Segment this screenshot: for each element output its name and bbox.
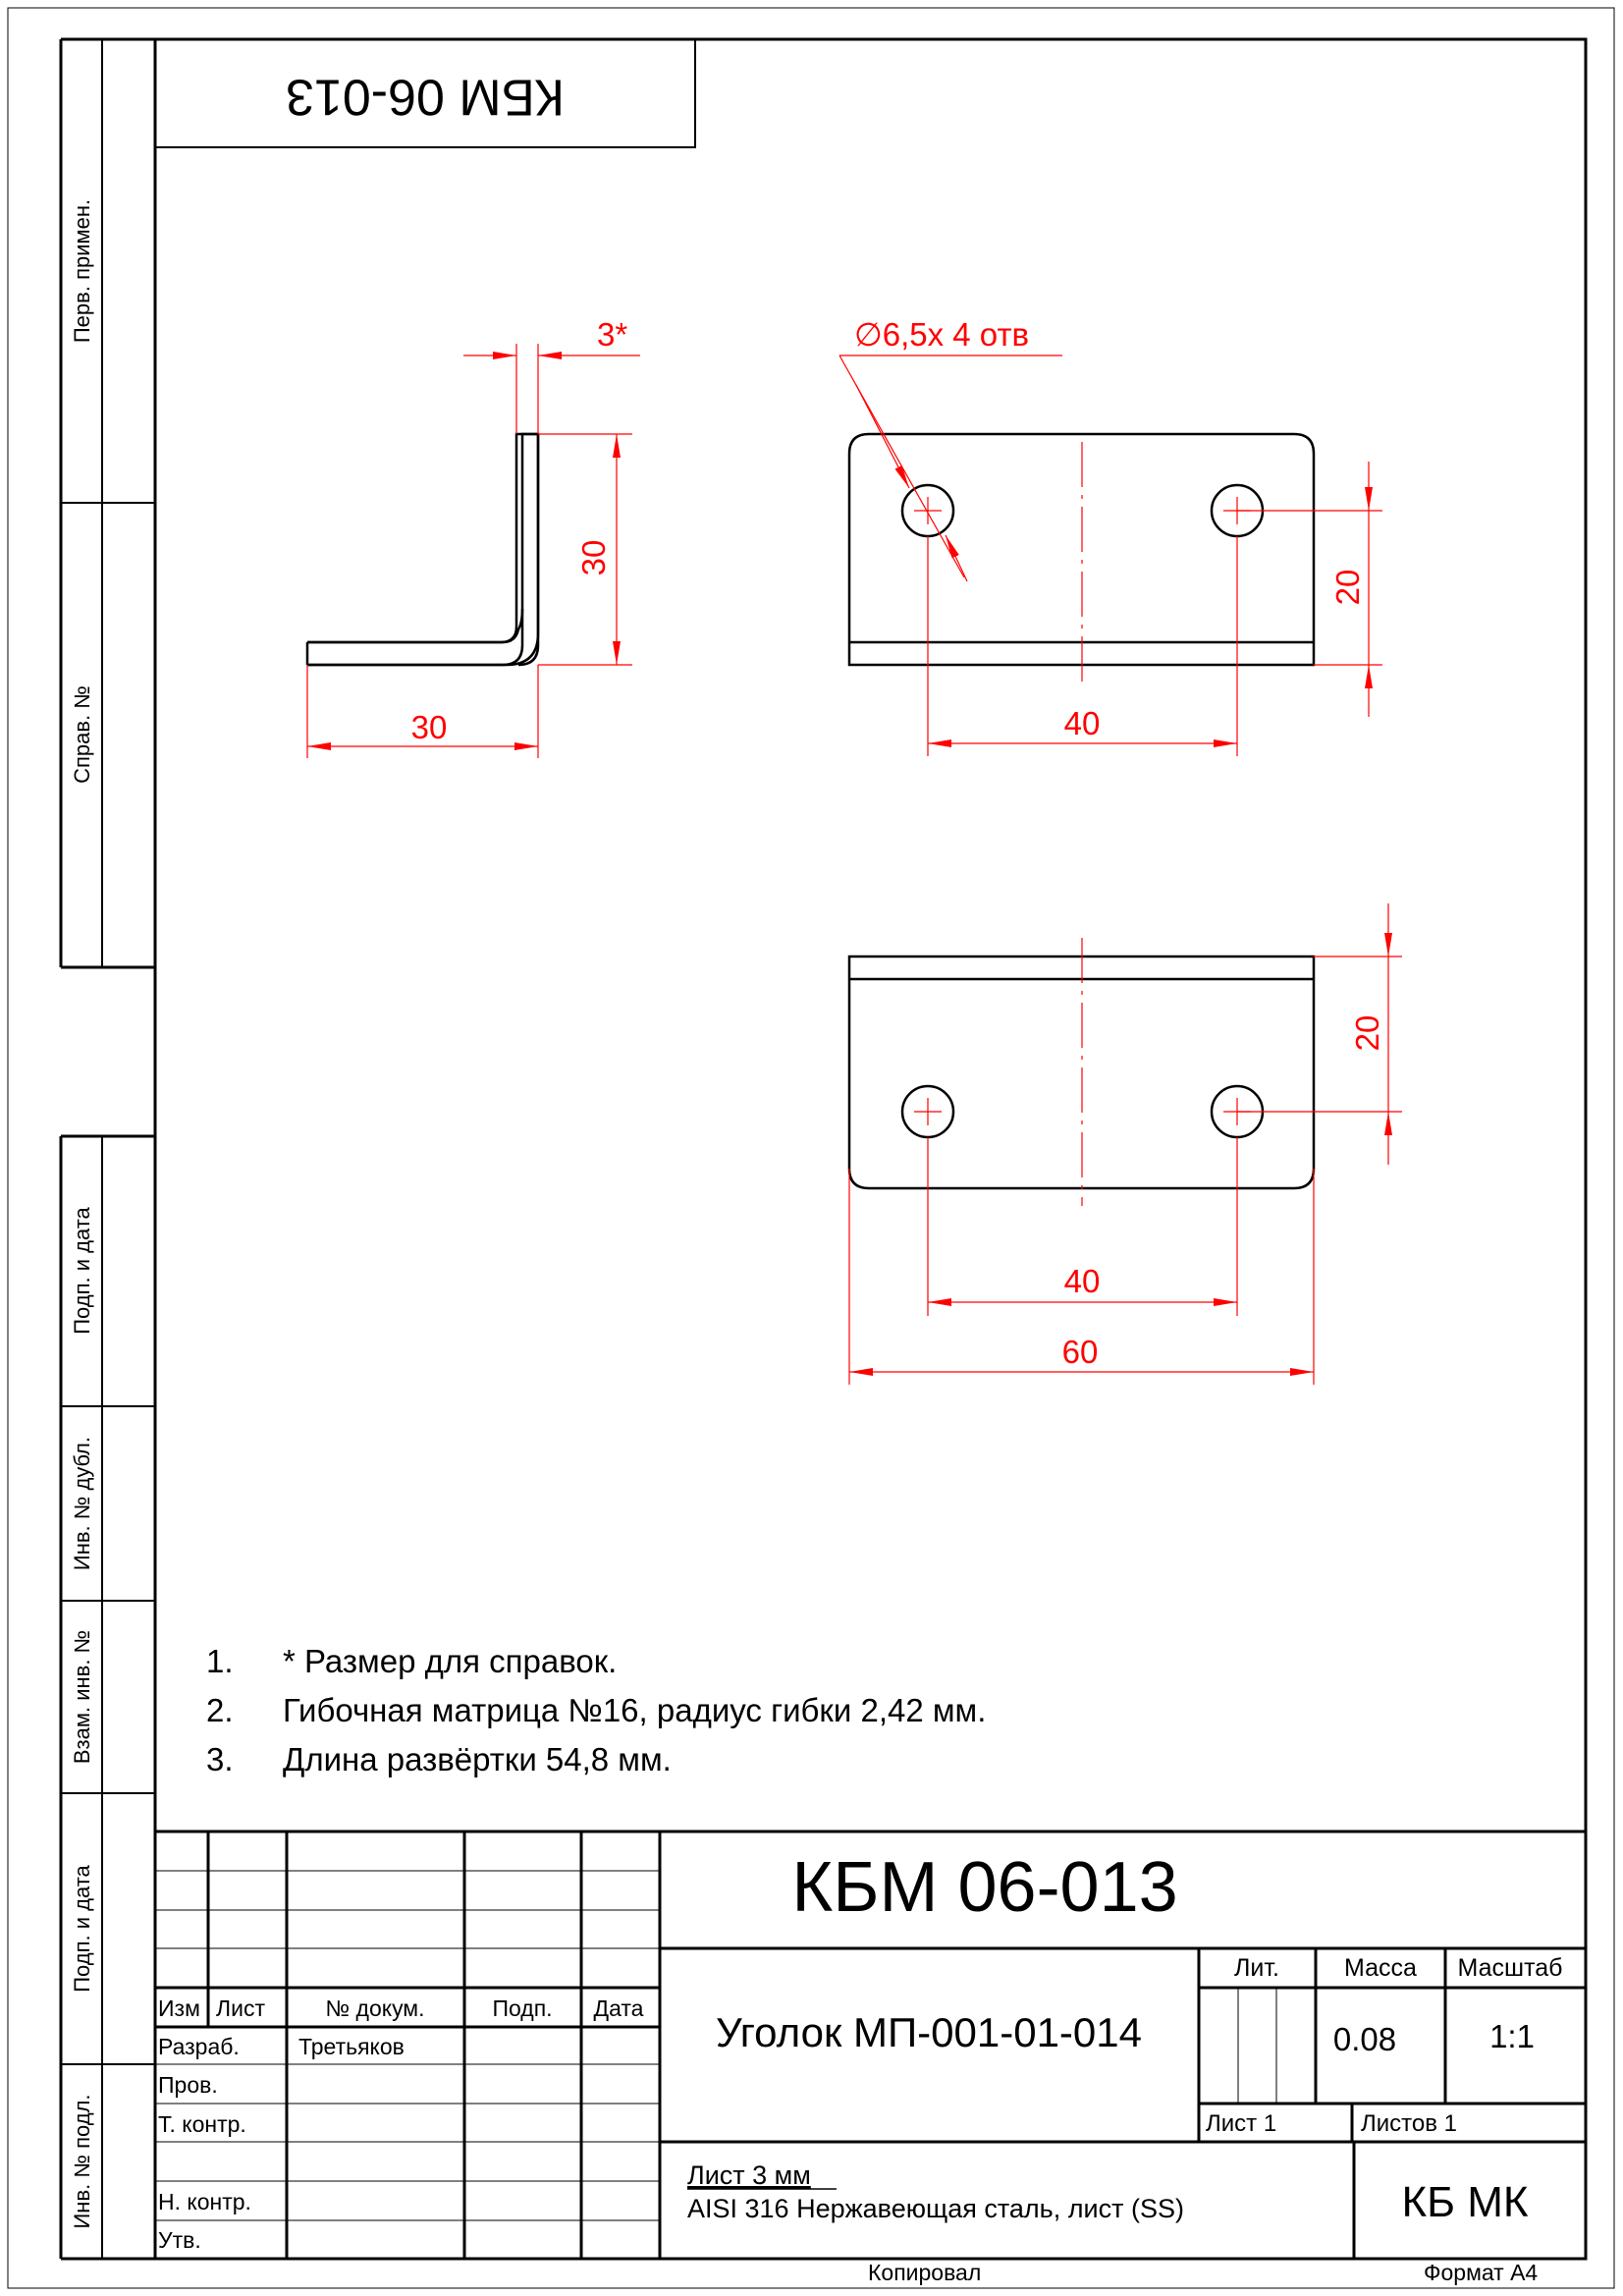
sheet-label: Лист 1 — [1206, 2110, 1277, 2137]
masshtab-label: Масштаб — [1457, 1954, 1563, 1982]
dim-bottom-spacing: 40 — [1063, 1263, 1101, 1299]
side-view-dimensions — [307, 316, 640, 758]
note-1-text: * Размер для справок. — [283, 1643, 618, 1679]
massa-label: Масса — [1344, 1954, 1417, 1982]
side-stamp — [61, 39, 155, 2259]
hdr-podp: Подп. — [492, 1995, 553, 2021]
note-1-number: 1. — [206, 1643, 234, 1679]
row-razrab-name: Третьяков — [298, 2034, 405, 2059]
row-nkontr-label: Н. контр. — [158, 2189, 251, 2214]
hdr-list: Лист — [216, 1995, 265, 2021]
row-utv-label: Утв. — [158, 2227, 201, 2253]
dim-side-height: 30 — [575, 539, 612, 576]
row-razrab-label: Разраб. — [158, 2034, 240, 2059]
side-label-inv-dubl: Инв. № дубл. — [70, 1436, 94, 1571]
note-2-text: Гибочная матрица №16, радиус гибки 2,42 мм. — [283, 1692, 987, 1728]
designation-box-rotated — [155, 39, 695, 147]
side-label-sprav-no: Справ. № — [70, 685, 94, 784]
title-block — [155, 1831, 1586, 2259]
sheets-label: Листов 1 — [1361, 2110, 1457, 2137]
dim-bottom-height: 20 — [1349, 1014, 1385, 1052]
hdr-data: Дата — [593, 1995, 644, 2021]
side-view — [307, 434, 538, 665]
row-tkontr-label: Т. контр. — [158, 2111, 246, 2137]
note-3-number: 3. — [206, 1741, 234, 1777]
sheet-frame — [8, 8, 1614, 2288]
material-line1: Лист 3 мм — [687, 2160, 811, 2190]
title-designation: КБМ 06-013 — [791, 1848, 1178, 1927]
side-label-inv-podl: Инв. № подл. — [70, 2094, 94, 2229]
hdr-izm: Изм — [158, 1995, 200, 2021]
row-prov-label: Пров. — [158, 2072, 218, 2098]
designation-rotated: КБМ 06-013 — [285, 68, 566, 126]
masshtab-value: 1:1 — [1489, 2018, 1535, 2054]
organization: КБ МК — [1401, 2178, 1529, 2226]
side-label-perv-primen: Перв. примен. — [70, 198, 94, 344]
note-3-text: Длина развёртки 54,8 мм. — [283, 1741, 672, 1777]
massa-value: 0.08 — [1332, 2021, 1397, 2057]
dim-top-spacing: 40 — [1063, 705, 1101, 741]
material-line2: AISI 316 Нержавеющая сталь, лист (SS) — [687, 2194, 1184, 2223]
dim-top-height: 20 — [1329, 569, 1366, 606]
dim-side-width: 30 — [410, 709, 448, 745]
side-label-podp-data-1: Подп. и дата — [70, 1207, 94, 1335]
dim-thickness: 3* — [597, 316, 628, 353]
bottom-view-dimensions — [849, 903, 1402, 1385]
technical-notes — [206, 1643, 986, 1777]
hole-callout: ∅6,5х 4 отв — [854, 316, 1030, 353]
part-name: Уголок МП-001-01-014 — [715, 2009, 1143, 2055]
footer-format: Формат A4 — [1424, 2260, 1539, 2285]
top-view — [849, 434, 1314, 683]
note-2-number: 2. — [206, 1692, 234, 1728]
lit-label: Лит. — [1234, 1954, 1279, 1982]
bottom-view — [849, 938, 1314, 1206]
footer-copied: Копировал — [868, 2260, 982, 2285]
side-label-vzam-inv: Взам. инв. № — [70, 1629, 94, 1765]
dim-bottom-width: 60 — [1061, 1334, 1099, 1370]
side-label-podp-data-2: Подп. и дата — [70, 1865, 94, 1993]
hdr-dokum: № докум. — [325, 1995, 425, 2021]
